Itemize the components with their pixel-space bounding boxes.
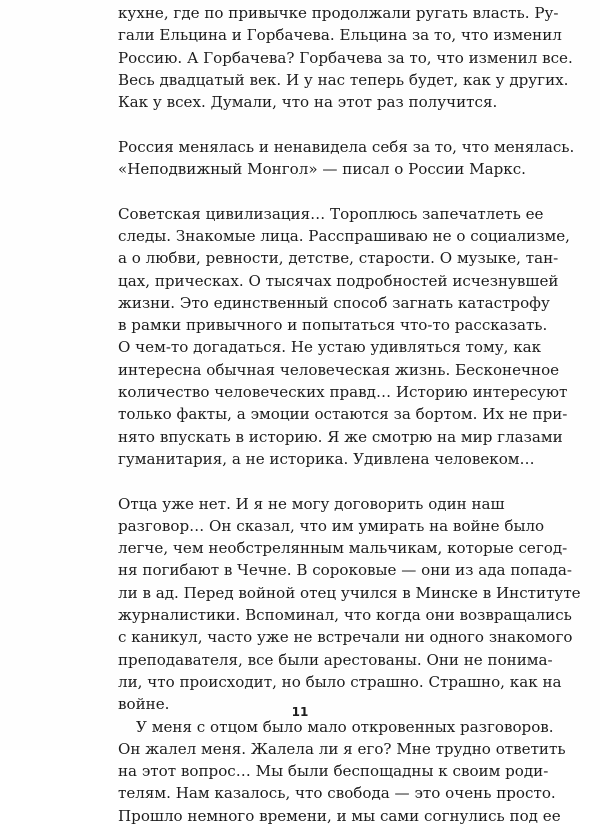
text-line: телям. Нам казалось, что свобода — это очень просто.: [118, 784, 556, 803]
text-line: гуманитария, а не историка. Удивлена человеком…: [118, 449, 535, 468]
paragraph-3: [118, 203, 570, 471]
text-line: кухне, где по привычке продолжали ругать власть. Ру-: [118, 4, 559, 22]
paragraph-4: [118, 493, 581, 716]
text-line: на этот вопрос… Мы были беспощадны к своим роди-: [118, 762, 549, 781]
text-line: Россия менялась и ненавидела себя за то, что менялась.: [118, 137, 575, 156]
text-line: нято впускать в историю. Я же смотрю на мир глазами: [118, 427, 563, 446]
text-line: только факты, а эмоции остаются за бортом. Их не при-: [118, 405, 568, 424]
text-line: У меня с отцом было мало откровенных разговоров.: [136, 717, 554, 736]
text-line: О чем-то догадаться. Не устаю удивляться тому, как: [118, 338, 542, 357]
text-line: легче, чем необстрелянным мальчикам, которые сегод-: [118, 539, 568, 558]
text-line: преподавателя, все были арестованы. Они не понима-: [118, 650, 553, 669]
text-line: войне.: [118, 695, 170, 714]
text-line: в рамки привычного и попытаться что-то рассказать.: [118, 316, 548, 335]
text-line: следы. Знакомые лица. Расспрашиваю не о социализме,: [118, 226, 570, 245]
text-line: Весь двадцатый век. И у нас теперь будет, как у других.: [118, 70, 569, 89]
text-line: разговор… Он сказал, что им умирать на войне было: [118, 516, 545, 535]
text-line: Россию. А Горбачева? Горбачева за то, что изменил все.: [118, 48, 573, 67]
text-line: цах, прическах. О тысячах подробностей исчезнувшей: [118, 271, 559, 290]
text-line: ли в ад. Перед войной отец учился в Минске в Институте: [118, 583, 581, 602]
paragraph-gap: [118, 470, 486, 492]
body-text: [118, 2, 581, 827]
text-line: журналистики. Вспоминал, что когда они возвращались: [118, 606, 572, 625]
text-line: «Неподвижный Монгол» — писал о России Маркс.: [118, 160, 526, 179]
text-line: интересна обычная человеческая жизнь. Бесконечное: [118, 360, 560, 379]
text-line: ня погибают в Чечне. В сороковые — они из ада попада-: [118, 561, 572, 580]
paragraph-2: [118, 136, 575, 181]
text-line: Как у всех. Думали, что на этот раз получится.: [118, 93, 498, 112]
paragraph-5: [118, 716, 566, 827]
text-line: жизни. Это единственный способ загнать катастрофу: [118, 293, 550, 312]
text-line: Он жалел меня. Жалела ли я его? Мне трудно ответить: [118, 739, 566, 758]
paragraph-1: [118, 2, 573, 113]
text-line: гали Ельцина и Горбачева. Ельцина за то, что изменил: [118, 26, 562, 45]
paragraph-gap: [118, 180, 486, 202]
page-number: 11: [291, 705, 309, 719]
text-line: ли, что происходит, но было страшно. Страшно, как на: [118, 672, 562, 691]
text-line: с каникул, часто уже не встречали ни одного знакомого: [118, 628, 573, 647]
text-line: Прошло немного времени, и мы сами согнулись под ее: [118, 806, 561, 825]
text-line: а о любви, ревности, детстве, старости. О музыке, тан-: [118, 249, 559, 268]
paragraph-gap: [118, 113, 486, 135]
text-line: Отца уже нет. И я не могу договорить один наш: [118, 494, 505, 513]
text-line: Советская цивилизация… Тороплюсь запечатлеть ее: [118, 204, 544, 223]
text-line: количество человеческих правд… Историю интересуют: [118, 383, 568, 402]
